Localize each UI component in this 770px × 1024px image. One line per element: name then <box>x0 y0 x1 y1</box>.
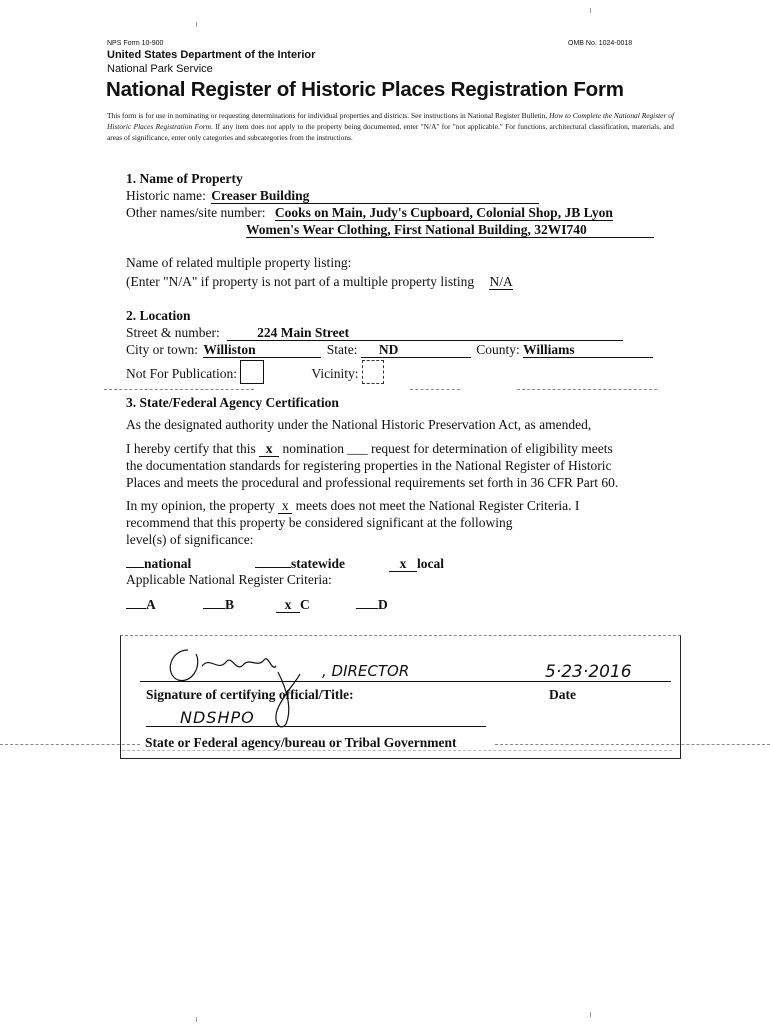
section-divider <box>104 389 254 390</box>
publication-row <box>126 360 384 384</box>
form-number: NPS Form 10-900 <box>107 40 164 47</box>
agency-handwritten: NDSHPO <box>180 708 255 727</box>
section-divider <box>517 389 657 390</box>
scan-speck <box>590 8 591 13</box>
criterion-b-option[interactable]: B <box>203 597 234 613</box>
level-statewide-check[interactable] <box>255 567 291 568</box>
criterion-c-check[interactable]: x <box>276 598 300 613</box>
street-row <box>126 325 623 341</box>
signature-date-handwritten: 5·23·2016 <box>545 662 632 682</box>
criterion-d-option[interactable]: D <box>356 597 388 613</box>
level-local-check[interactable]: x <box>389 557 417 572</box>
historic-name-label: Historic name: <box>126 188 206 203</box>
criterion-a-check[interactable] <box>126 608 146 609</box>
state-field[interactable]: ND <box>361 343 471 358</box>
other-names-row <box>126 205 613 221</box>
bottom-divider <box>122 750 672 751</box>
meets-check-field[interactable]: x <box>278 499 292 514</box>
criterion-a-option[interactable]: A <box>126 597 156 613</box>
department-name: United States Department of the Interior <box>107 49 316 61</box>
date-label: Date <box>549 687 576 702</box>
signature-label: Signature of certifying official/Title: <box>146 687 354 702</box>
historic-name-row <box>126 188 539 204</box>
criterion-c-option[interactable]: x C <box>276 597 310 613</box>
signature-line[interactable] <box>140 681 671 682</box>
certify-line-2: the documentation standards for registering properties in the National Register of Historic <box>126 458 612 473</box>
related-listing-label: Name of related multiple property listing: <box>126 255 352 270</box>
other-names-field-line1[interactable]: Cooks on Main, Judy's Cupboard, Colonial Shop, JB Lyon <box>274 205 613 220</box>
scan-speck <box>590 1012 591 1017</box>
county-label: County: <box>476 342 520 357</box>
city-label: City or town: <box>126 342 199 357</box>
level-national-option[interactable]: national <box>126 556 191 572</box>
level-statewide-option[interactable]: statewide <box>255 556 345 572</box>
vicinity-label: Vicinity: <box>311 366 359 381</box>
state-label: State: <box>326 342 358 357</box>
not-for-publication-label: Not For Publication: <box>126 366 237 381</box>
city-field[interactable]: Williston <box>203 343 321 358</box>
enter-na-row <box>126 274 513 290</box>
section-1-heading: 1. Name of Property <box>126 171 243 186</box>
certification-authority-text: As the designated authority under the National Historic Preservation Act, as amended, <box>126 417 592 432</box>
form-title: National Register of Historic Places Registration Form <box>106 78 624 101</box>
opinion-line-3: level(s) of significance: <box>126 532 254 547</box>
scan-dash-left <box>0 744 140 745</box>
historic-name-field[interactable]: Creaser Building <box>211 189 539 204</box>
omb-number: OMB No. 1024-0018 <box>568 40 633 47</box>
related-listing-field[interactable]: N/A <box>489 274 513 289</box>
agency-label: State or Federal agency/bureau or Tribal Government <box>145 735 457 750</box>
criterion-b-check[interactable] <box>203 608 225 609</box>
criterion-d-check[interactable] <box>356 608 378 609</box>
criteria-label: Applicable National Register Criteria: <box>126 572 332 587</box>
enter-na-instruction: (Enter "N/A" if property is not part of a multiple property listing <box>126 274 475 289</box>
city-state-county-row <box>126 342 653 358</box>
other-names-field-line2-wrap <box>246 222 654 238</box>
county-field[interactable]: Williams <box>523 343 653 358</box>
other-names-field-line2[interactable]: Women's Wear Clothing, First National Building, 32WI740 <box>246 223 654 238</box>
vicinity-checkbox[interactable] <box>362 360 384 384</box>
level-local-option[interactable]: x local <box>389 556 444 572</box>
signature-scribble <box>140 632 370 732</box>
bulletin-title: How to Complete the National Register of Historic Places Registration Form <box>107 111 674 131</box>
form-instructions: This form is for use in nominating or requesting determinations for individual properties and districts. See instructions in National Register Bulletin, How to Complete the National Register of Historic Places Registration Form. If any item does not apply to the property being documented, enter "N/A" for "not applicable." For functions, architectural classification, materials, and areas of significance, enter only categories and subcategories from the instructions. <box>107 111 674 142</box>
other-names-label: Other names/site number: <box>126 205 266 220</box>
certify-line-1: I hereby certify that this x nomination ___ request for determination of eligibility meets <box>126 441 613 456</box>
nomination-check-field[interactable]: x <box>259 442 279 457</box>
level-national-check[interactable] <box>126 567 144 568</box>
street-label: Street & number: <box>126 325 220 340</box>
scan-speck <box>196 1017 197 1022</box>
scan-dash-right <box>495 744 770 745</box>
not-for-publication-checkbox[interactable] <box>240 360 264 384</box>
signature-title-handwritten: , DIRECTOR <box>322 662 410 680</box>
section-3-heading: 3. State/Federal Agency Certification <box>126 395 339 410</box>
scan-speck <box>196 22 197 27</box>
street-field[interactable]: 224 Main Street <box>227 326 623 341</box>
opinion-line-1: In my opinion, the property x meets does not meet the National Register Criteria. I <box>126 498 580 513</box>
agency-name: National Park Service <box>107 63 213 75</box>
opinion-line-2: recommend that this property be considered significant at the following <box>126 515 513 530</box>
section-divider <box>410 389 460 390</box>
section-2-heading: 2. Location <box>126 308 191 323</box>
agency-line[interactable] <box>146 726 486 727</box>
certify-line-3: Places and meets the procedural and professional requirements set forth in 36 CFR Part 60. <box>126 475 619 490</box>
